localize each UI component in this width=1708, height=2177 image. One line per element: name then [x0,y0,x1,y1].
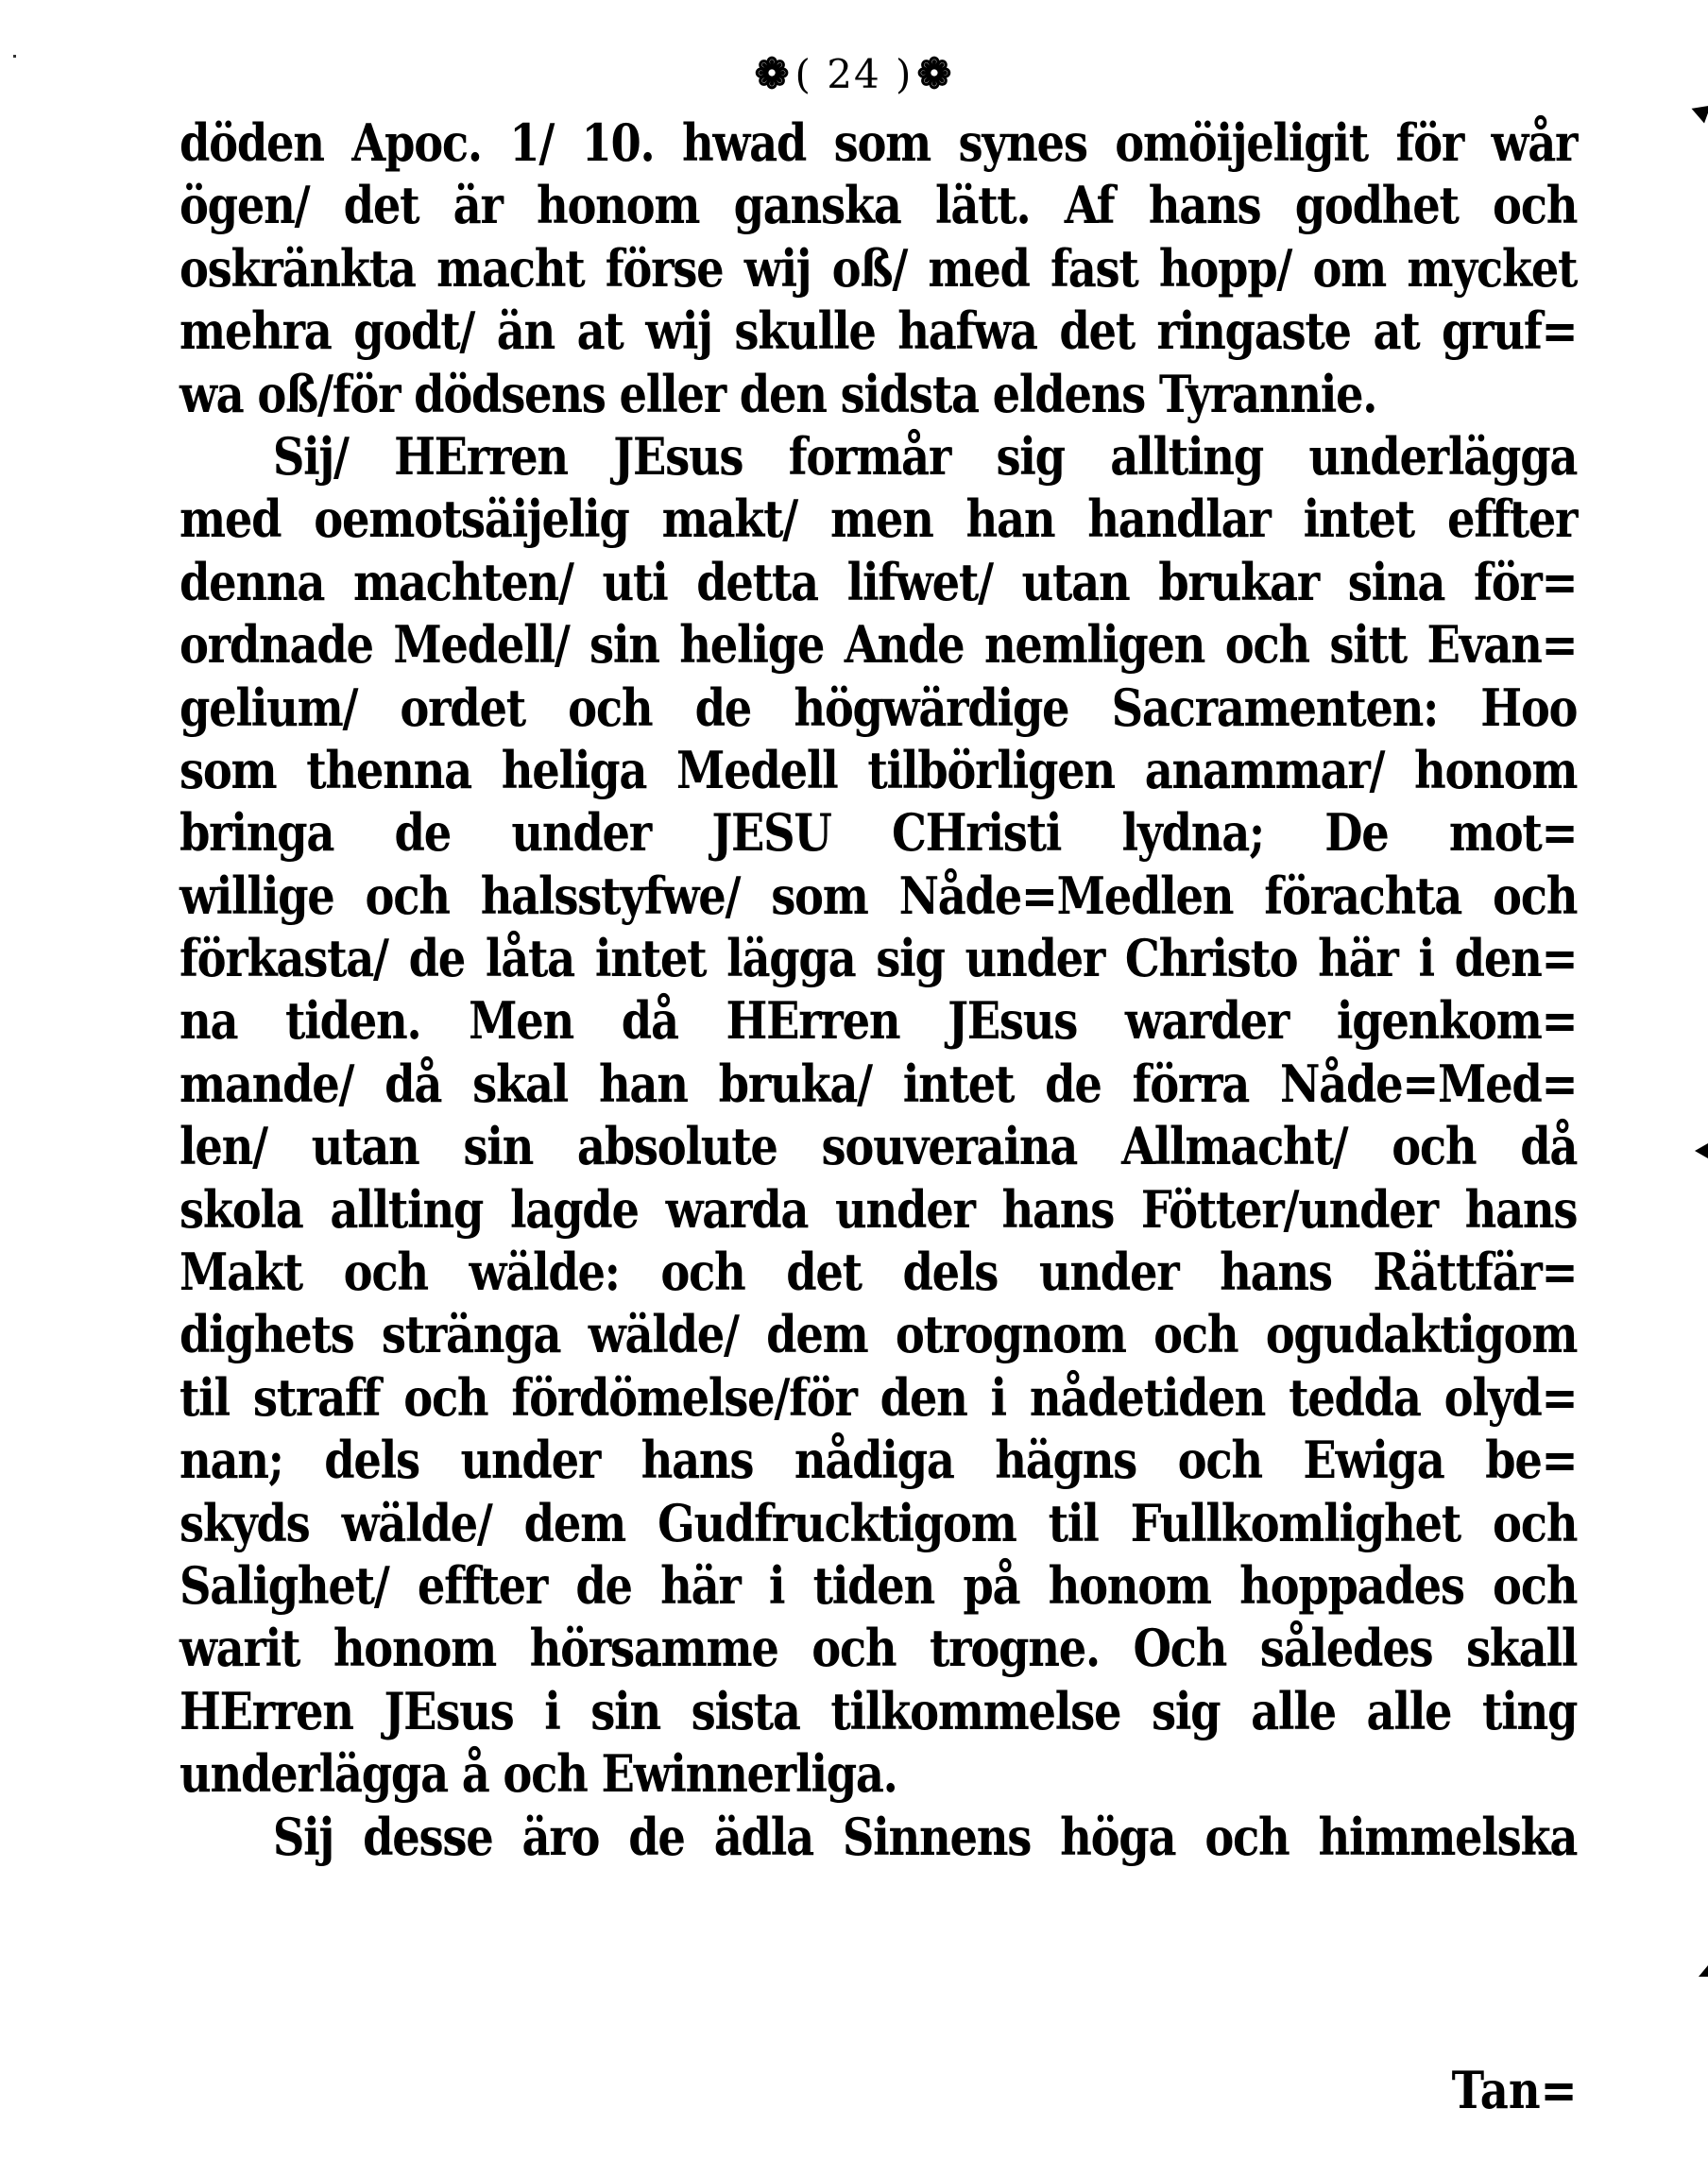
text-line: HErren JEsus i sin sista tilkommelse sig alle alle ting [179,1680,1578,1741]
text-line: dighets stränga wälde/ dem otrognom och ogudaktigom [179,1304,1578,1365]
text-line: ögen/ det är honom ganska lätt. Af hans godhet och [179,175,1578,236]
text-line: skyds wälde/ dem Gudfrucktigom til Fullkomlighet och [179,1492,1578,1553]
catchword: Tan= [1452,2060,1578,2120]
text-line: skola allting lagde warda under hans Fötter/under hans [179,1178,1578,1240]
text-line: warit honom hörsamme och trogne. Och således skall [179,1618,1578,1679]
text-line: willige och halsstyfwe/ som Nåde=Medlen förachta och [179,865,1578,926]
page-header [0,43,1708,103]
flower-ornament-icon: ❁ [916,49,954,98]
text-line: Salighet/ effter de här i tiden på honom hoppades och [179,1554,1578,1616]
text-line: nan; dels under hans nådiga hägns och Ewiga be= [179,1430,1578,1491]
text-line: döden Apoc. 1/ 10. hwad som synes omöijeligit för wår [179,112,1578,173]
page-number: ( 24 ) [794,50,914,97]
margin-ink-mark-icon [1695,1143,1708,1158]
text-line: som thenna heliga Medell tilbörligen anammar/ honom [179,739,1578,800]
text-line: underlägga å och Ewinnerliga. [179,1743,897,1805]
text-line: gelium/ ordet och de högwärdige Sacramenten: Hoo [179,677,1578,738]
text-line: ordnade Medell/ sin helige Ande nemligen och sitt Evan= [179,614,1578,676]
text-line: med oemotsäijelig makt/ men han handlar intet effter [179,489,1578,550]
paragraph-start-line: Sij/ HErren JEsus formår sig allting underlägga [272,425,1578,487]
text-line: oskränkta macht förse wij oß/ med fast hopp/ om mycket [179,237,1578,299]
text-line: Makt och wälde: och det dels under hans Rättfär= [179,1242,1578,1303]
text-line: mehra godt/ än at wij skulle hafwa det ringaste at gruf= [179,300,1578,362]
text-line: mande/ då skal han bruka/ intet de förra Nåde=Med= [179,1053,1578,1114]
flower-ornament-icon: ❁ [754,49,792,98]
text-line: len/ utan sin absolute souveraina Allmacht/ och då [179,1116,1578,1177]
margin-ink-mark-icon [1699,1965,1708,1977]
text-line: til straff och fördömelse/för den i nådetiden tedda olyd= [179,1366,1578,1428]
margin-ink-mark-icon [1688,100,1708,124]
text-line: bringa de under JESU CHristi lydna; De mot= [179,802,1578,864]
text-line: wa oß/för dödsens eller den sidsta eldens Tyrannie. [179,363,1377,424]
text-line: na tiden. Men då HErren JEsus warder igenkom= [179,990,1578,1052]
text-line: denna machten/ uti detta lifwet/ utan brukar sina för= [179,551,1578,612]
body-text [179,111,1578,1868]
text-line: förkasta/ de låta intet lägga sig under Christo här i den= [179,928,1578,989]
paragraph-start-line: Sij desse äro de ädla Sinnens höga och himmelska [272,1806,1578,1867]
